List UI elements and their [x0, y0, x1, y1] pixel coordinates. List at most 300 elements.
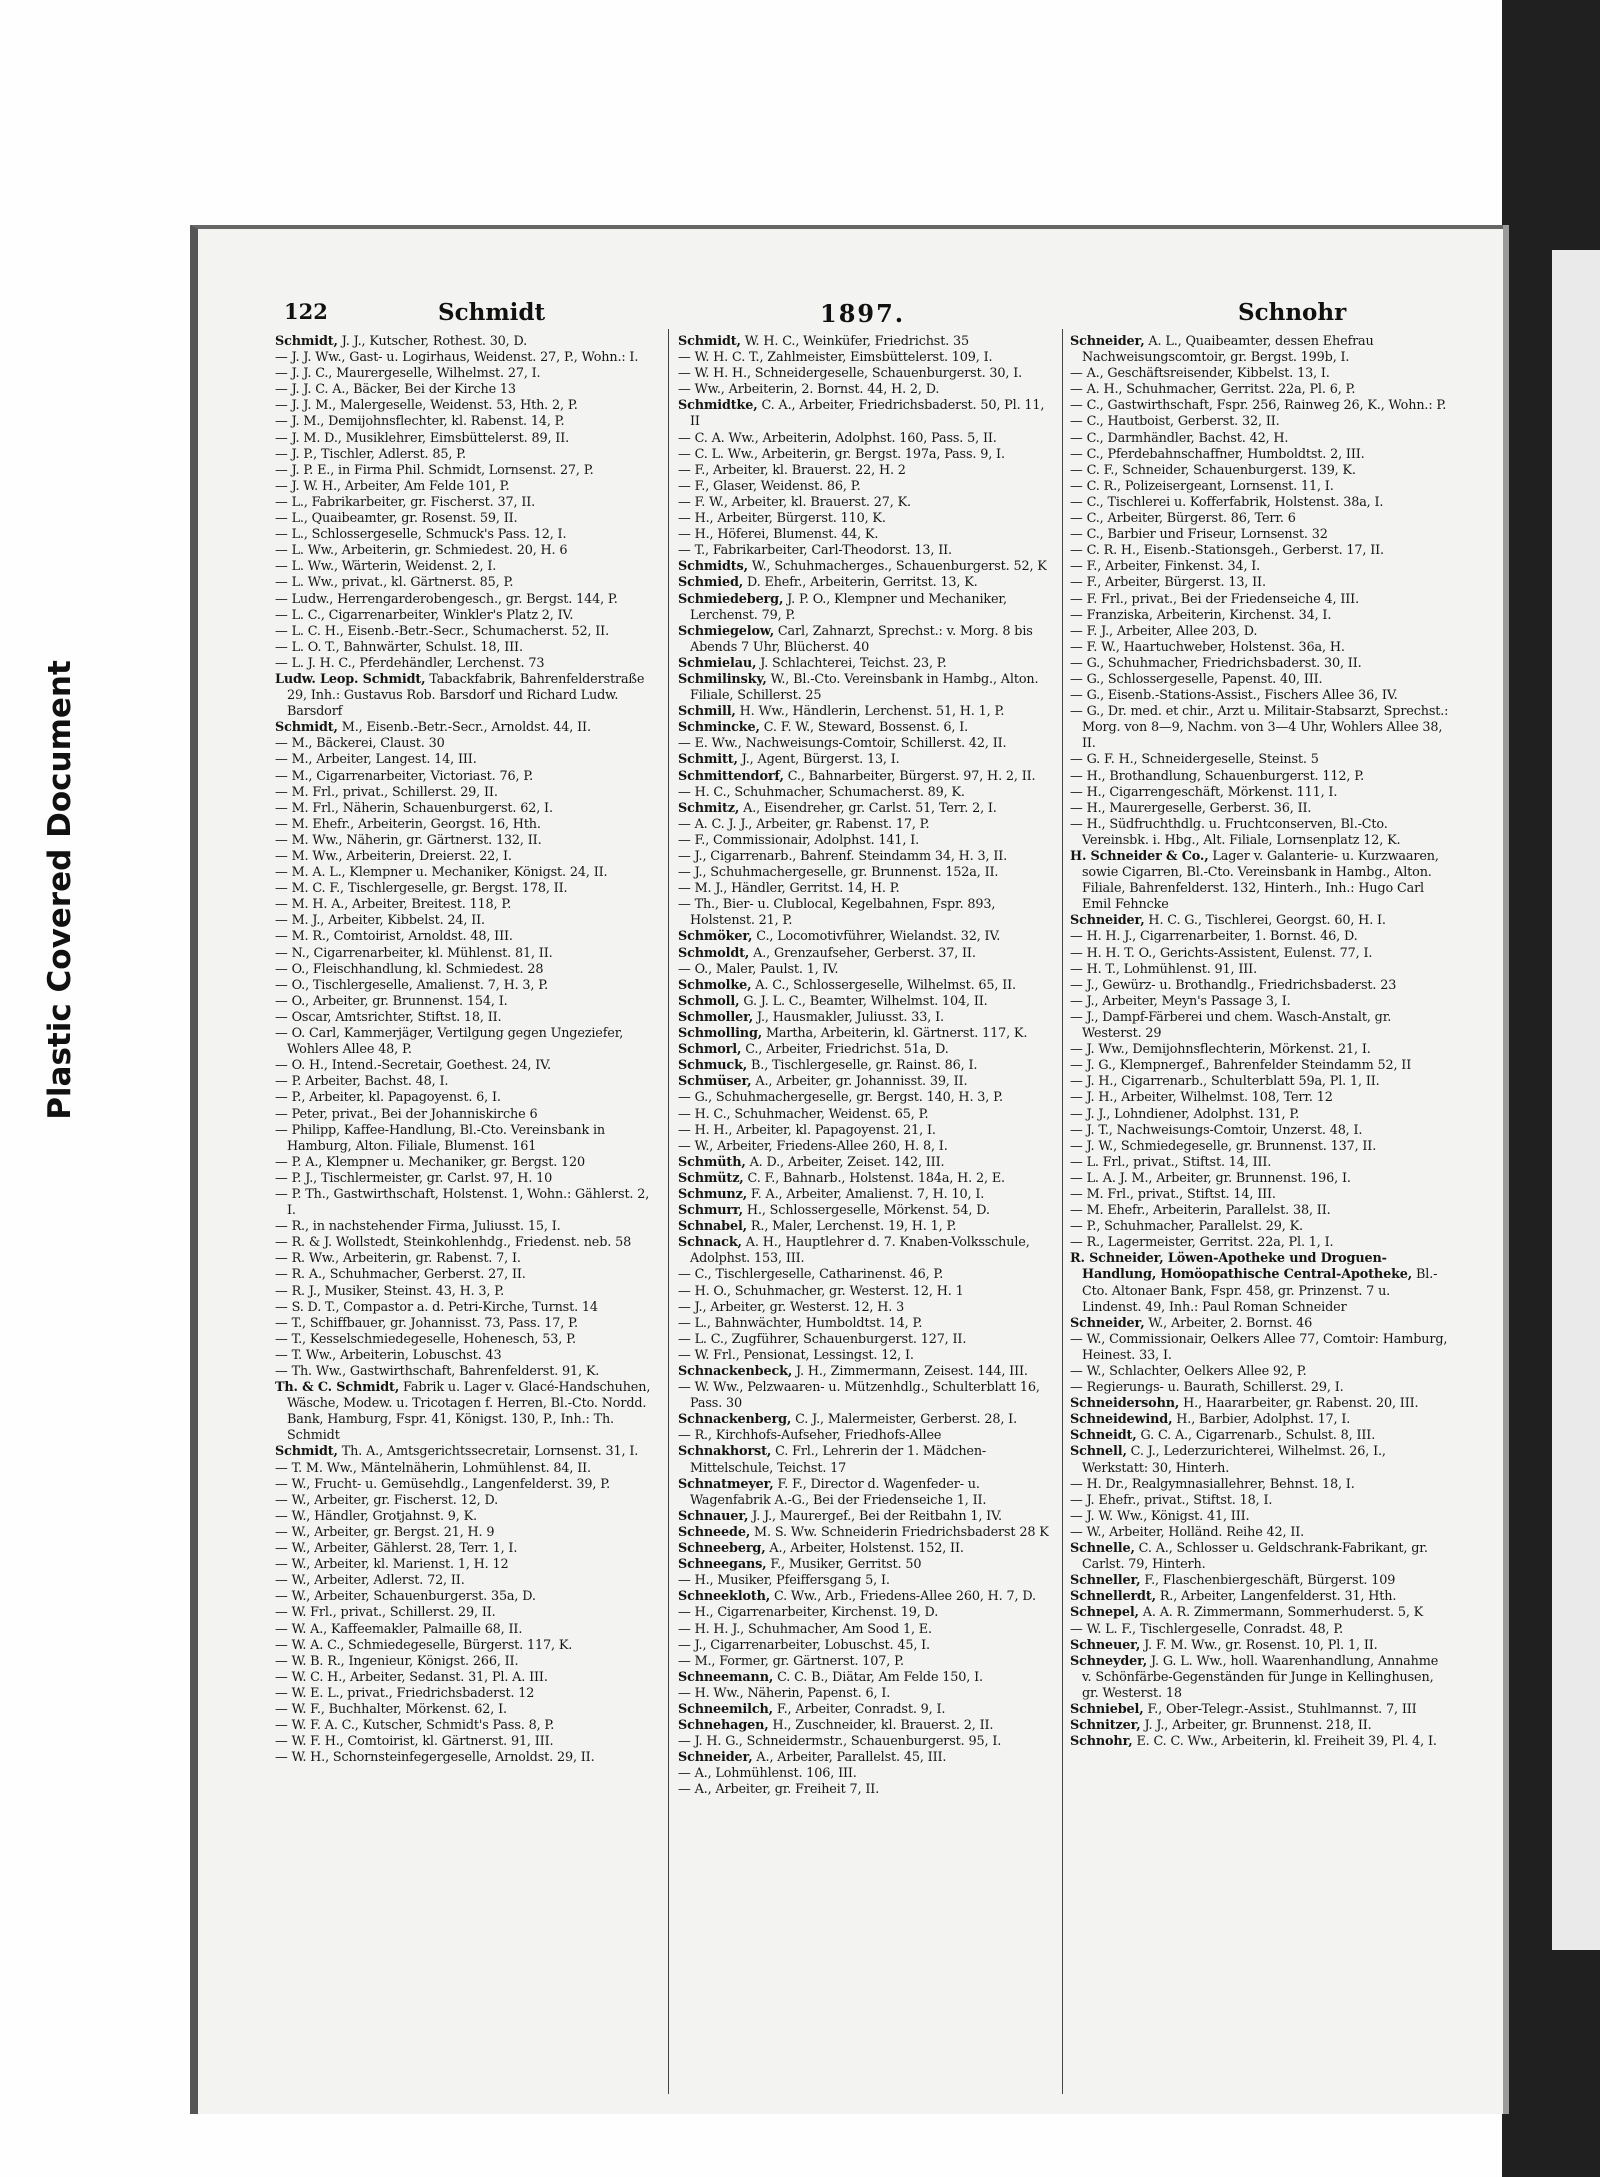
entry-name: Schneider,: [1070, 334, 1145, 349]
directory-entry: [678, 1718, 1058, 1734]
entry-text: — M., Arbeiter, Langest. 14, III.: [275, 752, 477, 768]
directory-entry: [275, 1300, 655, 1316]
directory-entry: [275, 720, 655, 736]
entry-text: W. H. C., Weinküfer, Friedrichst. 35: [740, 334, 970, 349]
entry-text: — J. J. C. A., Bäcker, Bei der Kirche 13: [275, 382, 516, 398]
entry-text: — M. Frl., privat., Stiftst. 14, III.: [1070, 1186, 1276, 1202]
directory-entry: [678, 1654, 1058, 1670]
directory-entry: [1070, 1509, 1450, 1525]
entry-name: Schnack,: [678, 1235, 742, 1251]
entry-text: C. Frl., Lehrerin der 1. Mädchen-Mittelschule, Teichst. 17: [690, 1444, 987, 1476]
directory-entry: [275, 962, 655, 978]
entry-text: — M., Former, gr. Gärtnerst. 107, P.: [678, 1653, 904, 1669]
directory-entry: [1070, 463, 1450, 479]
directory-entry: [678, 1589, 1058, 1605]
directory-entry: [1070, 1654, 1450, 1702]
entry-name: Schneller,: [1070, 1573, 1141, 1589]
page-year: 1897.: [820, 299, 906, 328]
entry-text: — A. C. J. J., Arbeiter, gr. Rabenst. 17, P.: [678, 816, 930, 832]
directory-entry: [1070, 1541, 1450, 1573]
directory-entry: [678, 1364, 1058, 1380]
entry-name: Schmoller,: [678, 1009, 754, 1025]
entry-text: — P. Arbeiter, Bachst. 48, I.: [275, 1074, 449, 1090]
directory-entry: [1070, 1219, 1450, 1235]
entry-text: — Th., Bier- u. Clublocal, Kegelbahnen, Fspr. 893, Holstenst. 21, P.: [678, 897, 996, 929]
entry-text: — H. C., Schuhmacher, Weidenst. 65, P.: [678, 1106, 929, 1122]
directory-entry: [275, 1380, 655, 1444]
directory-entry: [1070, 559, 1450, 575]
entry-text: — W. F. H., Comtoirist, kl. Gärtnerst. 91, III.: [275, 1734, 554, 1750]
entry-text: C. Ww., Arb., Friedens-Allee 260, H. 7, D.: [770, 1589, 1036, 1605]
directory-entry: [275, 1267, 655, 1283]
directory-entry: [1070, 1074, 1450, 1090]
entry-text: — J., Dampf-Färberei und chem. Wasch-Anstalt, gr. Westerst. 29: [1070, 1009, 1392, 1042]
entry-text: — J. T., Nachweisungs-Comtoir, Unzerst. 48, I.: [1070, 1122, 1363, 1138]
entry-text: — A., Geschäftsreisender, Kibbelst. 13, I.: [1070, 366, 1330, 382]
entry-text: — G., Eisenb.-Stations-Assist., Fischers Allee 36, IV.: [1070, 688, 1398, 704]
directory-entry: [275, 1541, 655, 1557]
entry-name: Schmidt,: [275, 1444, 338, 1460]
directory-entry: [1070, 1493, 1450, 1509]
directory-entry: [678, 350, 1058, 366]
directory-entry: [678, 817, 1058, 833]
directory-entry: [678, 994, 1058, 1010]
entry-text: C. J., Lederzurichterei, Wilhelmst. 26, I., Werkstatt: 30, Hinterh.: [1082, 1444, 1386, 1476]
directory-entry: [275, 1187, 655, 1219]
entry-text: — J. P. E., in Firma Phil. Schmidt, Lornsenst. 27, P.: [275, 462, 594, 478]
entry-name: Th. & C. Schmidt,: [275, 1380, 400, 1396]
directory-entry: [275, 592, 655, 608]
entry-text: — H., Cigarrenarbeiter, Kirchenst. 19, D.: [678, 1605, 939, 1621]
entry-text: C., Arbeiter, Friedrichst. 51a, D.: [741, 1042, 949, 1058]
entry-text: — E. Ww., Nachweisungs-Comtoir, Schillerst. 42, II.: [678, 736, 1007, 752]
directory-entry: [678, 1074, 1058, 1090]
directory-entry: [275, 1251, 655, 1267]
directory-entry: [275, 624, 655, 640]
directory-entry: [678, 1670, 1058, 1686]
entry-name: Schneeberg,: [678, 1541, 766, 1557]
directory-entry: [275, 978, 655, 994]
entry-text: — J. H. G., Schneidermstr., Schauenburgerst. 95, I.: [678, 1734, 1002, 1750]
entry-text: J. Schlachterei, Teichst. 23, P.: [756, 655, 947, 671]
directory-entry: [1070, 1589, 1450, 1605]
entry-text: — C., Gastwirthschaft, Fspr. 256, Rainweg 26, K., Wohn.: P.: [1070, 398, 1447, 414]
entry-text: — J. P., Tischler, Adlerst. 85, P.: [275, 446, 466, 462]
entry-text: — W. Ww., Pelzwaaren- u. Mützenhdlg., Schulterblatt 16, Pass. 30: [678, 1380, 1040, 1412]
directory-entry: [1070, 946, 1450, 962]
entry-name: Schmiedeberg,: [678, 591, 784, 607]
directory-entry: [678, 1428, 1058, 1444]
entry-text: — P., Schuhmacher, Parallelst. 29, K.: [1070, 1219, 1303, 1235]
entry-text: — J. Ww., Demijohnsflechterin, Mörkenst. 21, I.: [1070, 1042, 1371, 1058]
entry-text: A., Arbeiter, gr. Johannisst. 39, II.: [751, 1074, 968, 1090]
entry-name: Schmöker,: [678, 929, 753, 945]
entry-text: — L. C., Cigarrenarbeiter, Winkler's Platz 2, IV.: [275, 607, 574, 623]
entry-text: A. H., Hauptlehrer d. 7. Knaben-Volksschule, Adolphst. 153, III.: [690, 1235, 1030, 1267]
entry-text: J. J., Maurergef., Bei der Reitbahn 1, IV.: [748, 1508, 1002, 1524]
entry-name: Schneider,: [678, 1750, 753, 1766]
directory-entry: [678, 865, 1058, 881]
entry-text: — F., Glaser, Weidenst. 86, P.: [678, 478, 861, 494]
directory-entry: [678, 1412, 1058, 1428]
entry-text: — W. F. A. C., Kutscher, Schmidt's Pass. 8, P.: [275, 1718, 555, 1734]
entry-text: — L. A. J. M., Arbeiter, gr. Brunnenst. 196, I.: [1070, 1170, 1351, 1186]
directory-entry: [275, 1670, 655, 1686]
entry-name: R. Schneider, Löwen-Apotheke und Droguen-Handlung, Homöopathische Central-Apotheke,: [1070, 1251, 1413, 1283]
entry-text: — H. Dr., Realgymnasiallehrer, Behnst. 18, I.: [1070, 1476, 1355, 1492]
directory-entry: [275, 1155, 655, 1171]
entry-text: — L. C. H., Eisenb.-Betr.-Secr., Schumacherst. 52, II.: [275, 623, 609, 639]
entry-text: — C., Darmhändler, Bachst. 42, H.: [1070, 430, 1289, 446]
entry-text: — H., Brothandlung, Schauenburgerst. 112, P.: [1070, 768, 1364, 784]
entry-name: Schneyder,: [1070, 1653, 1148, 1669]
entry-text: J., Agent, Bürgerst. 13, I.: [737, 752, 900, 768]
directory-entry: [678, 1042, 1058, 1058]
entry-text: — W. A. C., Schmiedegeselle, Bürgerst. 117, K.: [275, 1637, 573, 1653]
entry-text: — R., Kirchhofs-Aufseher, Friedhofs-Allee: [678, 1428, 942, 1444]
directory-entry: [1070, 398, 1450, 414]
entry-text: — J., Arbeiter, gr. Westerst. 12, H. 3: [678, 1299, 905, 1315]
entry-text: A., Eisendreher, gr. Carlst. 51, Terr. 2, I.: [739, 800, 997, 816]
entry-text: — W., Arbeiter, kl. Marienst. 1, H. 12: [275, 1557, 509, 1573]
directory-entry: [1070, 592, 1450, 608]
directory-entry: [275, 672, 655, 720]
entry-text: Tabackfabrik, Bahrenfelderstraße 29, Inh.: Gustavus Rob. Barsdorf und Richard Ludw. Barsdorf: [287, 671, 645, 720]
entry-text: — J., Schuhmachergeselle, gr. Brunnenst. 152a, II.: [678, 865, 999, 881]
directory-entry: [275, 801, 655, 817]
entry-text: C. F., Bahnarb., Holstenst. 184a, H. 2, E.: [743, 1170, 1005, 1186]
directory-entry: [275, 1702, 655, 1718]
entry-text: — M. J., Händler, Gerritst. 14, H. P.: [678, 881, 900, 897]
entry-text: J. G. L. Ww., holl. Waarenhandlung, Annahme v. Schönfärbe-Gegenständen für Junge in Kellinghusen, gr. Westerst. 18: [1082, 1653, 1439, 1701]
directory-entry: [275, 1171, 655, 1187]
entry-text: H., Haararbeiter, gr. Rabenst. 20, III.: [1179, 1396, 1419, 1412]
directory-entry: [1070, 1477, 1450, 1493]
entry-name: Schnitzer,: [1070, 1718, 1141, 1734]
entry-text: — W. C. H., Arbeiter, Sedanst. 31, Pl. A. III.: [275, 1669, 548, 1685]
entry-text: — H. T., Lohmühlenst. 91, III.: [1070, 961, 1257, 977]
directory-entry: [678, 1557, 1058, 1573]
entry-text: — P. A., Klempner u. Mechaniker, gr. Bergst. 120: [275, 1154, 586, 1170]
directory-entry: [678, 769, 1058, 785]
directory-entry: [678, 1284, 1058, 1300]
entry-text: — P. J., Tischlermeister, gr. Carlst. 97, H. 10: [275, 1170, 553, 1186]
entry-text: — A., Arbeiter, gr. Freiheit 7, II.: [678, 1782, 880, 1798]
directory-entry: [678, 479, 1058, 495]
entry-text: — W. Frl., Pensionat, Lessingst. 12, I.: [678, 1347, 914, 1363]
entry-text: — H., Arbeiter, Bürgerst. 110, K.: [678, 511, 886, 527]
directory-entry: [275, 752, 655, 768]
entry-text: — M. R., Comtoirist, Arnoldst. 48, III.: [275, 929, 513, 945]
adjacent-page-edge: [1552, 250, 1600, 1950]
directory-entry: [275, 559, 655, 575]
directory-entry: [1070, 672, 1450, 688]
directory-entry: [678, 1509, 1058, 1525]
directory-entry: [678, 1267, 1058, 1283]
entry-text: — L., Schlossergeselle, Schmuck's Pass. 12, I.: [275, 527, 567, 543]
entry-text: — J. Ehefr., privat., Stiftst. 18, I.: [1070, 1492, 1273, 1508]
directory-entry: [275, 543, 655, 559]
directory-entry: [678, 575, 1058, 591]
directory-entry: [1070, 575, 1450, 591]
directory-entry: [678, 1782, 1058, 1798]
entry-name: Schneemilch,: [678, 1701, 773, 1717]
entry-name: Schmütz,: [678, 1170, 744, 1186]
directory-entry: [1070, 1090, 1450, 1106]
directory-entry: [678, 463, 1058, 479]
directory-entry: [678, 881, 1058, 897]
entry-text: — H. C., Schuhmacher, Schumacherst. 89, K.: [678, 784, 965, 800]
directory-entry: [275, 398, 655, 414]
directory-entry: [678, 704, 1058, 720]
directory-entry: [275, 1589, 655, 1605]
directory-entry: [275, 1622, 655, 1638]
entry-text: — S. D. T., Compastor a. d. Petri-Kirche, Turnst. 14: [275, 1299, 598, 1315]
directory-entry: [1070, 769, 1450, 785]
directory-page: [190, 225, 1503, 2114]
directory-entry: [1070, 1235, 1450, 1251]
directory-entry: [678, 334, 1058, 350]
entry-name: Schnelle,: [1070, 1541, 1135, 1557]
entry-text: — M. H. A., Arbeiter, Breitest. 118, P.: [275, 897, 512, 913]
directory-entry: [1070, 1444, 1450, 1476]
directory-entry: [275, 463, 655, 479]
entry-text: C. J., Malermeister, Gerberst. 28, I.: [791, 1412, 1017, 1428]
directory-entry: [678, 785, 1058, 801]
entry-text: F., Flaschenbiergeschäft, Bürgerst. 109: [1140, 1573, 1396, 1589]
directory-entry: [678, 1525, 1058, 1541]
entry-text: R., Arbeiter, Langenfelderst. 31, Hth.: [1155, 1589, 1397, 1605]
directory-entry: [1070, 1702, 1450, 1718]
directory-entry: [678, 511, 1058, 527]
entry-name: Schneidersohn,: [1070, 1396, 1180, 1412]
directory-entry: [1070, 1412, 1450, 1428]
entry-name: Schmitz,: [678, 800, 740, 816]
entry-text: — W., Arbeiter, gr. Fischerst. 12, D.: [275, 1492, 499, 1508]
entry-text: C. A., Schlosser u. Geldschrank-Fabrikant, gr. Carlst. 79, Hinterh.: [1082, 1541, 1428, 1573]
directory-entry: [678, 1380, 1058, 1412]
entry-text: M., Eisenb.-Betr.-Secr., Arnoldst. 44, II.: [337, 720, 591, 736]
entry-text: — J. G., Klempnergef., Bahrenfelder Steindamm 52, II: [1070, 1058, 1412, 1074]
directory-entry: [275, 1461, 655, 1477]
entry-text: F. A., Arbeiter, Amalienst. 7, H. 10, I.: [747, 1186, 985, 1202]
entry-text: — W. Frl., privat., Schillerst. 29, II.: [275, 1605, 496, 1621]
directory-entry: [275, 527, 655, 543]
entry-text: F. F., Director d. Wagenfeder- u. Wagenfabrik A.-G., Bei der Friedenseiche 1, II.: [690, 1476, 987, 1508]
directory-entry: [275, 1718, 655, 1734]
entry-name: Schmidt,: [275, 720, 338, 736]
entry-text: — C. L. Ww., Arbeiterin, gr. Bergst. 197a, Pass. 9, I.: [678, 446, 1005, 462]
entry-name: Schnakhorst,: [678, 1444, 772, 1460]
directory-entry: [678, 1010, 1058, 1026]
entry-text: — C. F., Schneider, Schauenburgerst. 139, K.: [1070, 462, 1356, 478]
directory-entry: [275, 1750, 655, 1766]
entry-text: — W., Arbeiter, Schauenburgerst. 35a, D.: [275, 1589, 536, 1605]
directory-entry: [678, 1622, 1058, 1638]
directory-entry: [1070, 1010, 1450, 1042]
entry-text: M. S. Ww. Schneiderin Friedrichsbaderst 28 K: [750, 1524, 1049, 1540]
entry-text: C., Bahnarbeiter, Bürgerst. 97, H. 2, II.: [783, 768, 1036, 784]
directory-entry: [678, 946, 1058, 962]
entry-text: — G., Schlossergeselle, Papenst. 40, III.: [1070, 671, 1323, 687]
directory-entry: [275, 1090, 655, 1106]
entry-text: — G., Schuhmachergeselle, gr. Bergst. 140, H. 3, P.: [678, 1090, 1003, 1106]
directory-entry: [1070, 1525, 1450, 1541]
entry-text: — W., Arbeiter, Adlerst. 72, II.: [275, 1573, 465, 1589]
entry-name: Schmolke,: [678, 977, 752, 993]
entry-text: — C. A. Ww., Arbeiterin, Adolphst. 160, Pass. 5, II.: [678, 430, 997, 446]
directory-entry: [275, 1444, 655, 1460]
entry-text: — W., Commissionair, Oelkers Allee 77, Comtoir: Hamburg, Heinest. 33, I.: [1070, 1331, 1448, 1363]
directory-entry: [678, 849, 1058, 865]
directory-entry: [678, 382, 1058, 398]
entry-text: H. C. G., Tischlerei, Georgst. 60, H. I.: [1144, 913, 1386, 929]
entry-name: Schneuer,: [1070, 1637, 1141, 1653]
directory-entry: [1070, 1042, 1450, 1058]
directory-entry: [678, 1605, 1058, 1621]
entry-text: C. F. W., Steward, Bossenst. 6, I.: [759, 720, 969, 736]
entry-text: A. L., Quaibeamter, dessen Ehefrau Nachweisungscomtoir, gr. Bergst. 199b, I.: [1082, 334, 1374, 366]
directory-entry: [1070, 801, 1450, 817]
entry-text: — L. Ww., Wärterin, Weidenst. 2, I.: [275, 559, 497, 575]
directory-entry: [275, 366, 655, 382]
entry-text: J. P. O., Klempner und Mechaniker, Lerchenst. 79, P.: [690, 591, 1007, 623]
entry-text: J., Hausmakler, Juliusst. 33, I.: [753, 1009, 944, 1025]
directory-entry: [275, 414, 655, 430]
entry-text: — H. H. J., Cigarrenarbeiter, 1. Bornst. 46, D.: [1070, 929, 1358, 945]
entry-text: — M. Ehefr., Arbeiterin, Parallelst. 38, II.: [1070, 1203, 1331, 1219]
entry-text: — Regierungs- u. Baurath, Schillerst. 29, I.: [1070, 1380, 1344, 1396]
directory-entry: [275, 1123, 655, 1155]
directory-entry: [678, 1348, 1058, 1364]
directory-entry: [678, 672, 1058, 704]
page-number: 122: [284, 299, 328, 324]
entry-name: Schmittendorf,: [678, 768, 784, 784]
entry-text: G. C. A., Cigarrenarb., Schulst. 8, III.: [1136, 1428, 1376, 1444]
entry-text: — Franziska, Arbeiterin, Kirchenst. 34, I.: [1070, 607, 1332, 623]
entry-text: — R., in nachstehender Firma, Juliusst. 15, I.: [275, 1219, 561, 1235]
directory-entry: [275, 511, 655, 527]
entry-text: — F., Arbeiter, Bürgerst. 13, II.: [1070, 575, 1266, 591]
directory-entry: [678, 1090, 1058, 1106]
directory-entry: [1070, 1396, 1450, 1412]
directory-entry: [1070, 1573, 1450, 1589]
entry-name: Schmoll,: [678, 993, 740, 1009]
directory-entry: [678, 978, 1058, 994]
entry-text: R., Maler, Lerchenst. 19, H. 1, P.: [747, 1219, 957, 1235]
entry-text: — L. Frl., privat., Stiftst. 14, III.: [1070, 1154, 1272, 1170]
directory-entry: [678, 897, 1058, 929]
entry-text: — H. H. J., Schuhmacher, Am Sood 1, E.: [678, 1621, 932, 1637]
entry-text: — P., Arbeiter, kl. Papagoyenst. 6, I.: [275, 1090, 501, 1106]
entry-name: Schmill,: [678, 704, 736, 720]
directory-entry: [678, 929, 1058, 945]
entry-text: — W., Arbeiter, gr. Bergst. 21, H. 9: [275, 1524, 495, 1540]
directory-entry: [1070, 479, 1450, 495]
entry-text: E. C. C. Ww., Arbeiterin, kl. Freiheit 39, Pl. 4, I.: [1132, 1734, 1437, 1750]
directory-entry: [678, 656, 1058, 672]
entry-text: — W., Händler, Grotjahnst. 9, K.: [275, 1508, 477, 1524]
entry-text: — G., Dr. med. et chir., Arzt u. Militair-Stabsarzt, Sprechst.: Morg. von 8—9, Nachm. von 3—4 Uhr, Wohlers Allee 38, II.: [1070, 704, 1449, 752]
entry-name: Schnellerdt,: [1070, 1589, 1156, 1605]
directory-entry: [275, 1654, 655, 1670]
entry-name: Schnehagen,: [678, 1718, 769, 1734]
entry-text: Bl.-Cto. Altonaer Bank, Fspr. 458, gr. Prinzenst. 7 u. Lindenst. 49, Inh.: Paul Roman Schneider: [1082, 1267, 1438, 1315]
directory-entry: [1070, 1734, 1450, 1750]
directory-entry: [275, 913, 655, 929]
entry-text: — L., Quaibeamter, gr. Rosenst. 59, II.: [275, 511, 518, 527]
directory-entry: [1070, 962, 1450, 978]
entry-text: F., Ober-Telegr.-Assist., Stuhlmannst. 7, III: [1143, 1701, 1417, 1717]
entry-text: A. D., Arbeiter, Zeiset. 142, III.: [745, 1154, 945, 1170]
entry-text: F., Arbeiter, Conradst. 9, I.: [772, 1701, 946, 1717]
entry-text: — H., Südfruchthdlg. u. Fruchtconserven, Bl.-Cto. Vereinsbk. i. Hbg., Alt. Filiale, Lornsenplatz 12, K.: [1070, 816, 1401, 848]
directory-entry: [1070, 1428, 1450, 1444]
entry-text: W., Schuhmacherges., Schauenburgerst. 52, K: [747, 559, 1047, 575]
entry-text: — M. A. L., Klempner u. Mechaniker, Königst. 24, II.: [275, 865, 608, 881]
entry-text: D. Ehefr., Arbeiterin, Gerritst. 13, K.: [743, 575, 978, 591]
directory-entry: [275, 849, 655, 865]
entry-text: — Philipp, Kaffee-Handlung, Bl.-Cto. Vereinsbank in Hamburg, Alton. Filiale, Blumenst. 161: [275, 1122, 606, 1154]
directory-entry: [275, 785, 655, 801]
entry-text: — J. H., Arbeiter, Wilhelmst. 108, Terr. 12: [1070, 1090, 1333, 1106]
entry-text: J. H., Zimmermann, Zeisest. 144, III.: [792, 1364, 1028, 1379]
directory-entry: [275, 1734, 655, 1750]
entry-text: G. J. L. C., Beamter, Wilhelmst. 104, II.: [739, 993, 988, 1009]
directory-entry: [1070, 752, 1450, 768]
directory-entry: [678, 1187, 1058, 1203]
entry-text: — W. B. R., Ingenieur, Königst. 266, II.: [275, 1653, 519, 1669]
entry-text: — F., Arbeiter, Finkenst. 34, I.: [1070, 559, 1261, 575]
entry-text: H., Zuschneider, kl. Brauerst. 2, II.: [768, 1718, 994, 1734]
directory-entry: [678, 1702, 1058, 1718]
entry-name: Schmuck,: [678, 1058, 748, 1074]
directory-entry: [1070, 817, 1450, 849]
entry-text: — M. J., Arbeiter, Kibbelst. 24, II.: [275, 913, 485, 929]
entry-name: Schneegans,: [678, 1557, 767, 1573]
entry-text: A., Arbeiter, Holstenst. 152, II.: [765, 1541, 964, 1557]
entry-text: — W., Schlachter, Oelkers Allee 92, P.: [1070, 1364, 1307, 1379]
directory-entry: [275, 350, 655, 366]
entry-name: Schmielau,: [678, 655, 757, 671]
entry-text: — A. H., Schuhmacher, Gerritst. 22a, Pl. 6, P.: [1070, 382, 1356, 398]
entry-text: — J. W., Schmiedegeselle, gr. Brunnenst. 137, II.: [1070, 1138, 1377, 1154]
entry-text: — H., Maurergeselle, Gerberst. 36, II.: [1070, 800, 1312, 816]
directory-entry: [678, 447, 1058, 463]
directory-entry: [1070, 1622, 1450, 1638]
entry-text: — F., Commissionair, Adolphst. 141, I.: [678, 832, 920, 848]
directory-entry: [1070, 1605, 1450, 1621]
entry-text: — F. W., Arbeiter, kl. Brauerst. 27, K.: [678, 494, 911, 510]
directory-entry: [275, 1219, 655, 1235]
directory-entry: [275, 769, 655, 785]
directory-entry: [1070, 1107, 1450, 1123]
directory-entry: [275, 1284, 655, 1300]
entry-name: Schnohr,: [1070, 1734, 1133, 1750]
entry-text: — J., Arbeiter, Meyn's Passage 3, I.: [1070, 993, 1291, 1009]
directory-entry: [678, 1300, 1058, 1316]
entry-text: J. J., Arbeiter, gr. Brunnenst. 218, II.: [1140, 1718, 1372, 1734]
entry-text: — C. R. H., Eisenb.-Stationsgeh., Gerberst. 17, II.: [1070, 543, 1384, 559]
directory-entry: [678, 1766, 1058, 1782]
directory-entry: [678, 962, 1058, 978]
directory-entry: [678, 1123, 1058, 1139]
entry-text: — C., Pferdebahnschaffner, Humboldtst. 2, III.: [1070, 446, 1365, 462]
directory-entry: [678, 624, 1058, 656]
entry-name: Schmorl,: [678, 1042, 742, 1058]
directory-entry: [1070, 543, 1450, 559]
entry-text: Martha, Arbeiterin, kl. Gärtnerst. 117, K.: [762, 1026, 1028, 1042]
